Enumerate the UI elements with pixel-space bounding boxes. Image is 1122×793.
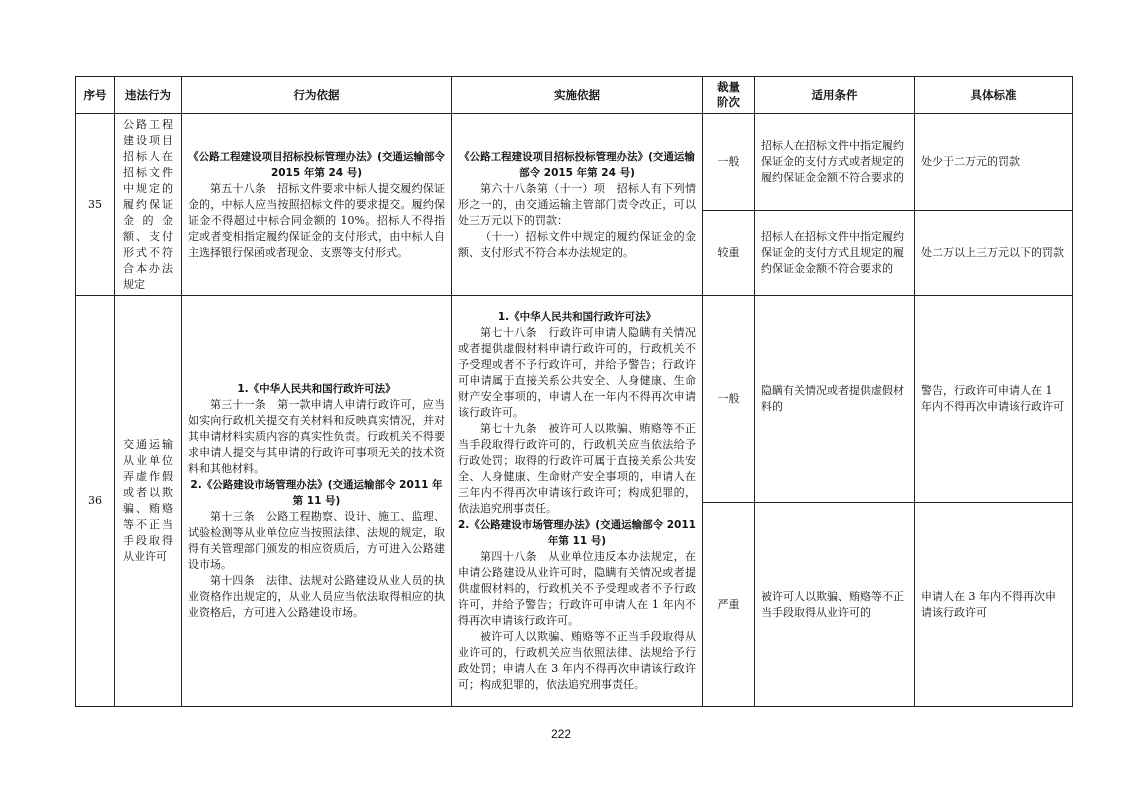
law-title: 1.《中华人民共和国行政许可法》 [237, 383, 396, 395]
header-seq: 序号 [76, 77, 115, 114]
law-article: （十一）招标文件中规定的履约保证金的金额、支付形式不符合本办法规定的。 [458, 229, 696, 259]
standard-cell: 处少于二万元的罚款 [915, 114, 1073, 211]
law-article: 第三十一条 第一款申请人申请行政许可，应当如实向行政机关提交有关材料和反映真实情况，并对其申请材料实质内容的真实性负责。行政机关不得要求申请人提交与其申请的行政许可事项无关的技术资料和其他材料。 [188, 398, 445, 475]
header-level-line-1: 裁量 [717, 80, 740, 94]
row-seq: 35 [76, 114, 115, 296]
condition-cell: 隐瞒有关情况或者提供虚假材料的 [755, 296, 915, 503]
page-number: 222 [550, 727, 572, 741]
condition-cell: 招标人在招标文件中指定履约保证金的支付方式或者规定的履约保证金金额不符合要求的 [755, 114, 915, 211]
law-title: 2.《公路建设市场管理办法》(交通运输部令 2011 年第 11 号) [190, 479, 443, 507]
law-title: 1.《中华人民共和国行政许可法》 [497, 311, 657, 323]
table-row [76, 296, 1073, 503]
row-impl-basis [452, 114, 703, 296]
level-cell: 一般 [703, 296, 755, 503]
law-article: 第五十八条 招标文件要求中标人提交履约保证金的，中标人应当按照招标文件的要求提交。履约保证金不得超过中标合同金额的 10%。招标人不得指定或者变相指定履约保证金的支付形式，由中标人自主选择银行保函或者现金、支票等支付形式。 [188, 181, 445, 259]
standard-cell: 处二万以上三万元以下的罚款 [915, 211, 1073, 296]
law-article: 被许可人以欺骗、贿赂等不正当手段取得从业许可的，行政机关应当依照法律、法规给予行政处罚；申请人在 3 年内不得再次申请该行政许可；构成犯罪的，依法追究刑事责任。 [458, 630, 696, 691]
condition-cell: 招标人在招标文件中指定履约保证金的支付方式且规定的履约保证金金额不符合要求的 [755, 211, 915, 296]
law-article: 第十三条 公路工程勘察、设计、施工、监理、试验检测等从业单位应当按照法律、法规的规定，取得有关管理部门颁发的相应资质后，方可进入公路建设市场。 [188, 510, 445, 571]
row-violation: 公路工程建设项目招标人在招标文件中规定的履约保证金的金额、支付形式不符合本办法规定 [115, 114, 182, 296]
row-impl-basis [452, 296, 703, 707]
law-article: 第六十八条第（十一）项 招标人有下列情形之一的，由交通运输主管部门责令改正，可以处三万元以下的罚款： [458, 181, 696, 227]
law-article: 第四十八条 从业单位违反本办法规定，在申请公路建设从业许可时，隐瞒有关情况或者提供虚假材料的，行政机关不予受理或者不予行政许可，并给予警告；行政许可申请人在 1 年内不得再次申请该行政许可。 [458, 550, 696, 627]
header-conduct-basis: 行为依据 [182, 77, 452, 114]
discretion-table [75, 76, 1073, 707]
law-article: 第十四条 法律、法规对公路建设从业人员的执业资格作出规定的，从业人员应当依法取得相应的执业资格后，方可进入公路建设市场。 [188, 574, 445, 619]
law-article: 第七十九条 被许可人以欺骗、贿赂等不正当手段取得行政许可的，行政机关应当依法给予行政处罚；取得的行政许可属于直接关系公共安全、人身健康、生命财产安全事项的，申请人在三年内不得再次申请该行政许可；构成犯罪的，依法追究刑事责任。 [458, 422, 696, 515]
header-violation: 违法行为 [115, 77, 182, 114]
header-level [703, 77, 755, 114]
standard-cell: 申请人在 3 年内不得再次申请该行政许可 [915, 503, 1073, 707]
header-standard: 具体标准 [915, 77, 1073, 114]
row-conduct-basis [182, 296, 452, 707]
standard-cell: 警告，行政许可申请人在 1 年内不得再次申请该行政许可 [915, 296, 1073, 503]
level-cell: 严重 [703, 503, 755, 707]
table-row [76, 114, 1073, 211]
header-conditions: 适用条件 [755, 77, 915, 114]
row-violation: 交通运输从业单位弄虚作假或者以欺骗、贿赂等不正当手段取得从业许可 [115, 296, 182, 707]
law-title: 《公路工程建设项目招标投标管理办法》(交通运输部令 2015 年第 24 号) [188, 150, 445, 179]
level-cell: 较重 [703, 211, 755, 296]
row-seq: 36 [76, 296, 115, 707]
header-impl-basis: 实施依据 [452, 77, 703, 114]
law-title: 2.《公路建设市场管理办法》(交通运输部令 2011 年第 11 号) [458, 519, 696, 547]
law-title: 《公路工程建设项目招标投标管理办法》(交通运输部令 2015 年第 24 号) [459, 150, 695, 179]
header-level-line-2: 阶次 [717, 95, 740, 109]
level-cell: 一般 [703, 114, 755, 211]
row-conduct-basis [182, 114, 452, 296]
table-header-row [76, 77, 1073, 114]
law-article: 第七十八条 行政许可申请人隐瞒有关情况或者提供虚假材料申请行政许可的，行政机关不予受理或者不予行政许可，并给予警告；行政许可申请属于直接关系公共安全、人身健康、生命财产安全事项的，申请人在一年内不得再次申请该行政许可。 [458, 326, 696, 419]
condition-cell: 被许可人以欺骗、贿赂等不正当手段取得从业许可的 [755, 503, 915, 707]
